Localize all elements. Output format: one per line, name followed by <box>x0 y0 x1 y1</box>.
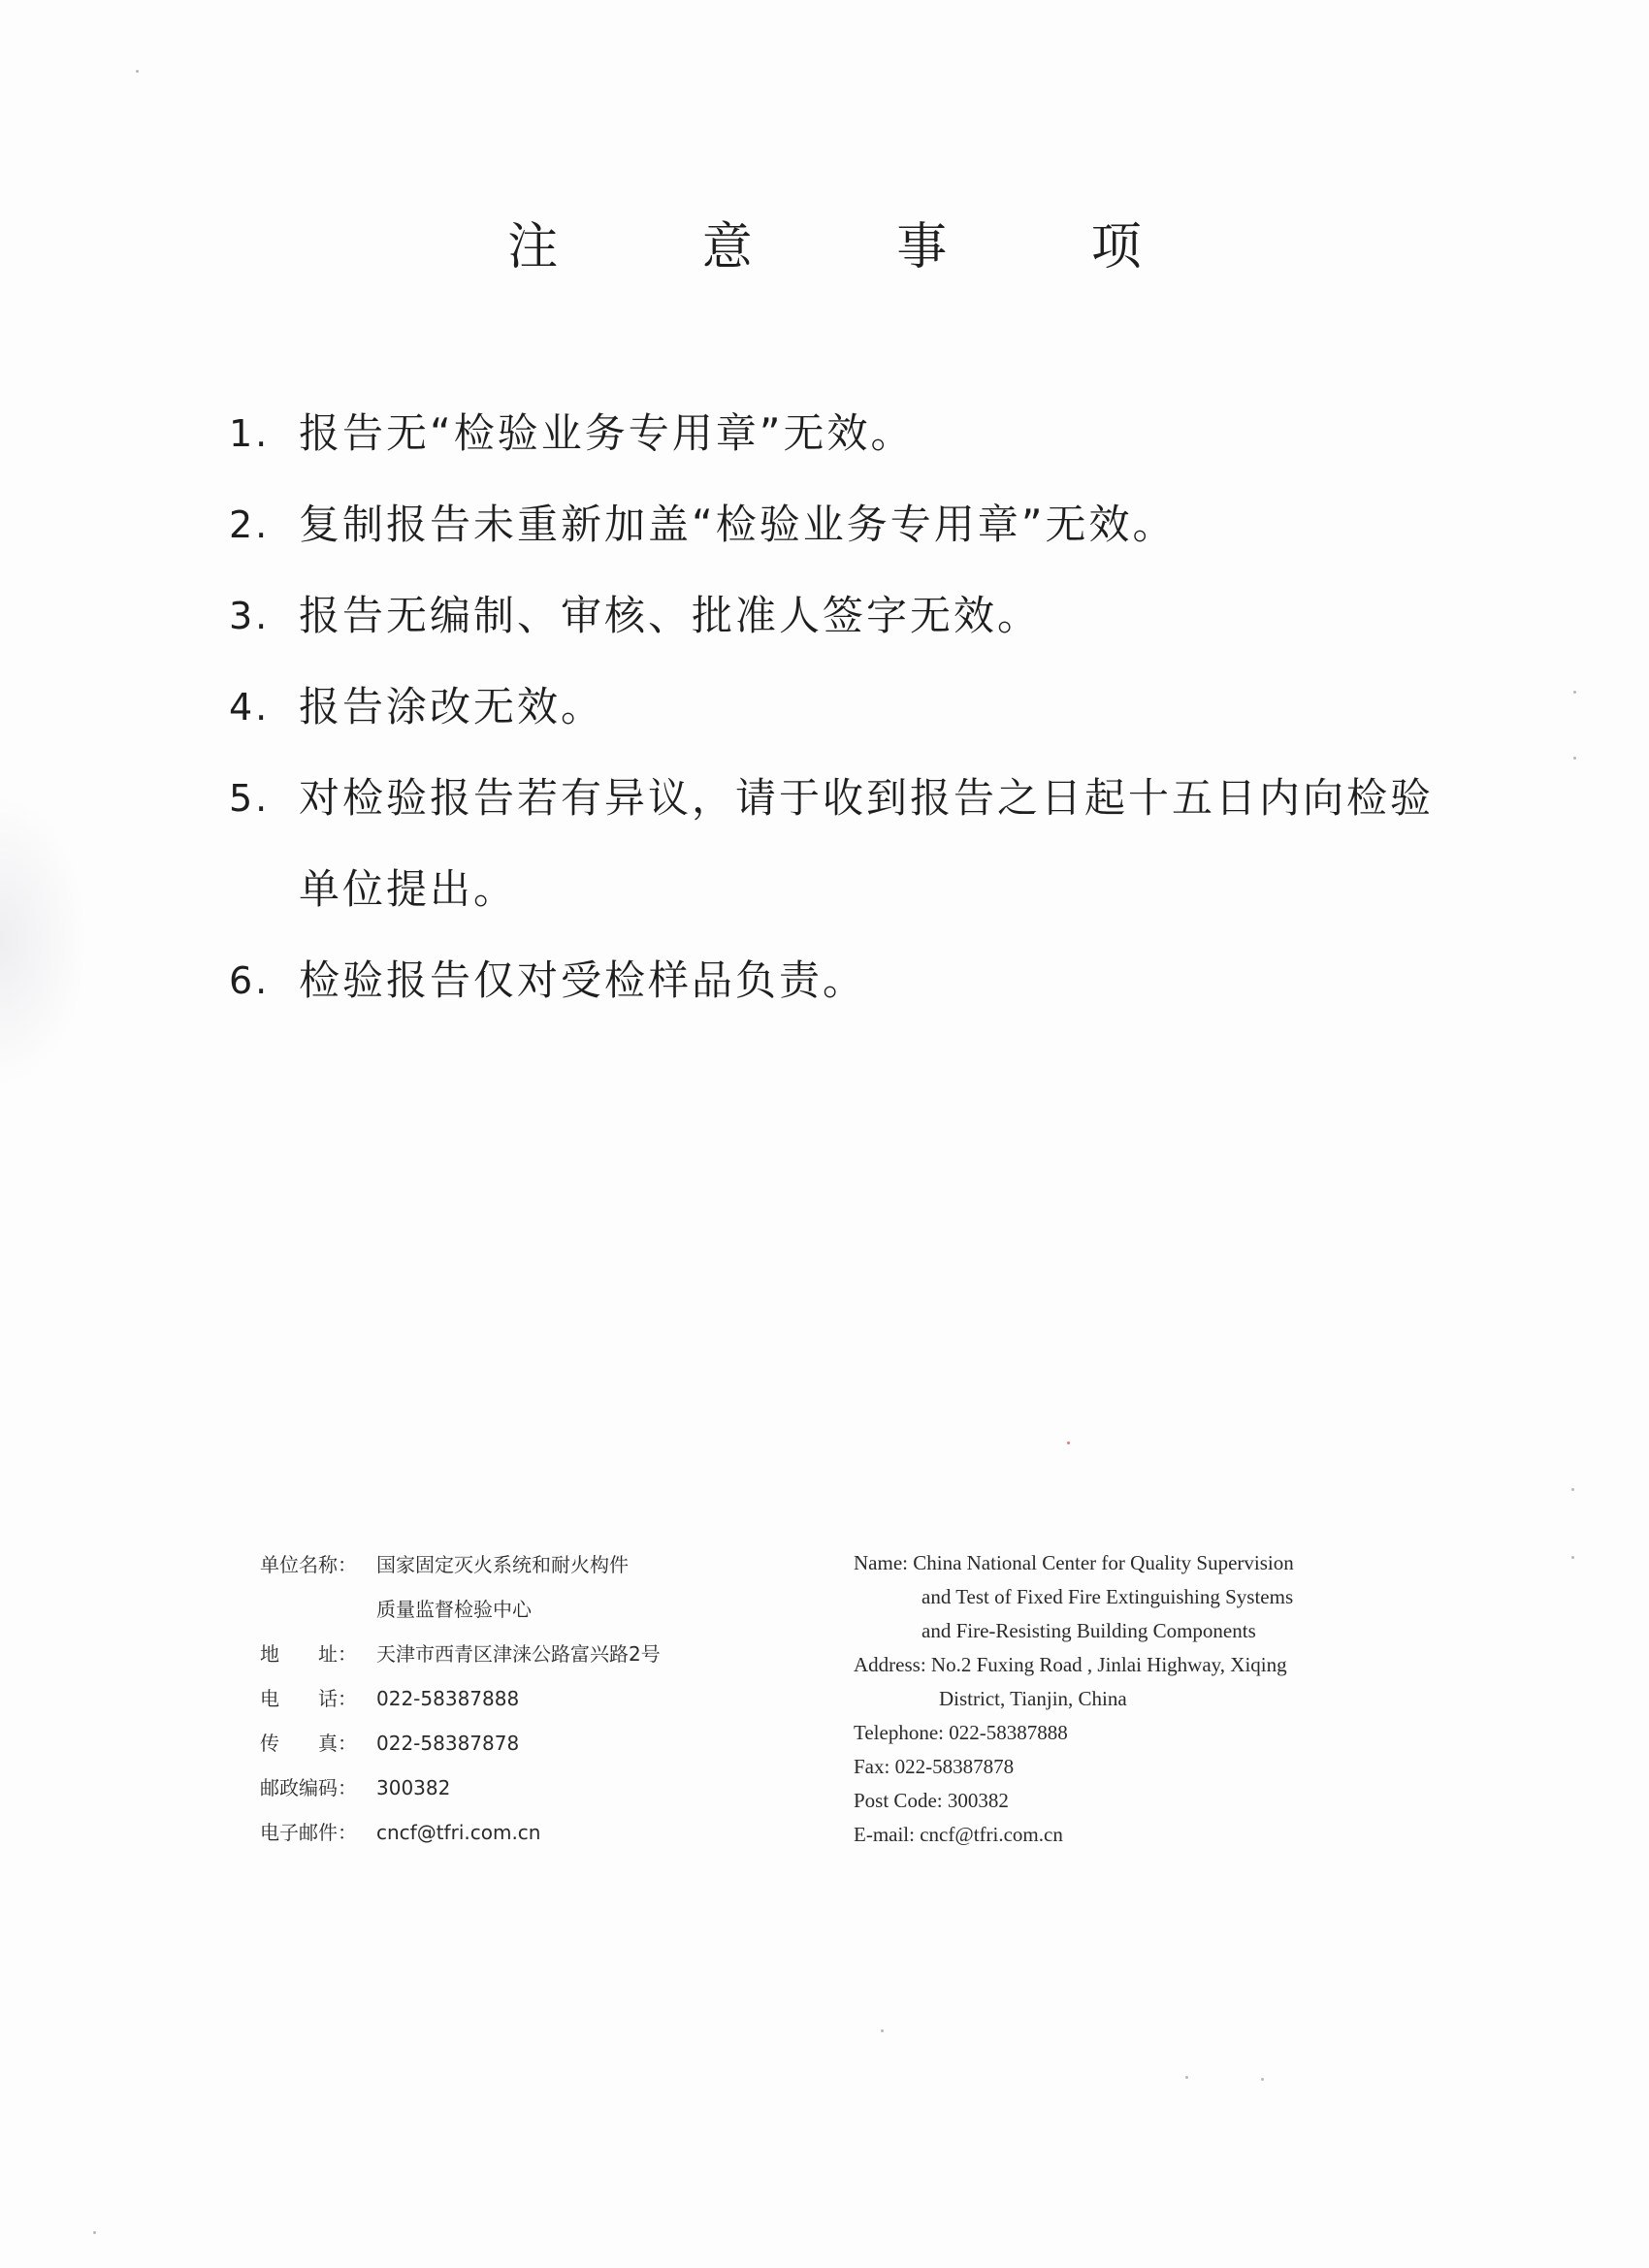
contact-value: 质量监督检验中心 <box>376 1598 532 1621</box>
contact-label-spacer <box>260 1587 376 1632</box>
notice-number: 1. <box>229 412 271 455</box>
page-title: 注 意 事 项 <box>507 218 1206 276</box>
notice-text: 复制报告未重新加盖“检验业务专用章”无效。 <box>299 501 1177 548</box>
contact-value: 022-58387888 <box>376 1687 520 1710</box>
contact-en-address: Address: No.2 Fuxing Road , Jinlai Highway, Xiqing <box>854 1653 1287 1676</box>
contact-value: cncf@tfri.com.cn <box>376 1821 541 1844</box>
contact-en-phone: Telephone: 022-58387888 <box>854 1721 1068 1744</box>
notice-number: 5. <box>229 777 271 820</box>
contact-label: 电子邮件： <box>260 1821 357 1844</box>
scan-speck <box>1571 1556 1574 1559</box>
contact-row-email <box>260 1810 803 1855</box>
notice-item <box>229 935 1441 1026</box>
contact-label: 地 址： <box>260 1642 357 1666</box>
contact-en-fax: Fax: 022-58387878 <box>854 1755 1015 1778</box>
notice-text: 报告涂改无效。 <box>299 683 605 730</box>
contact-en-name-cont: and Fire-Resisting Building Components <box>922 1619 1256 1642</box>
contact-label: 单位名称： <box>260 1553 357 1576</box>
notice-number: 6. <box>229 959 271 1002</box>
contact-en-address-cont: District, Tianjin, China <box>939 1687 1127 1710</box>
notice-text: 对检验报告若有异议，请于收到报告之日起十五日内向检验单位提出。 <box>299 774 1435 913</box>
contact-value: 国家固定灭火系统和耐火构件 <box>376 1553 629 1576</box>
notice-number: 2. <box>229 503 271 546</box>
notice-number: 3. <box>229 595 271 637</box>
scan-speck <box>1573 757 1576 760</box>
notice-text: 报告无“检验业务专用章”无效。 <box>299 409 915 457</box>
notice-list <box>229 388 1441 1026</box>
scan-speck <box>1261 2078 1264 2081</box>
contact-value: 300382 <box>376 1776 451 1799</box>
notice-text: 检验报告仅对受检样品负责。 <box>299 956 867 1004</box>
contact-row-fax <box>260 1721 803 1766</box>
contact-row-address <box>260 1632 803 1676</box>
scan-speck <box>1571 1488 1574 1491</box>
contact-value: 天津市西青区津涞公路富兴路2号 <box>376 1642 661 1666</box>
contact-en-email: E-mail: cncf@tfri.com.cn <box>854 1823 1063 1846</box>
notice-item <box>229 388 1441 479</box>
contact-value: 022-58387878 <box>376 1732 520 1755</box>
contact-label: 传 真： <box>260 1732 357 1755</box>
scan-speck <box>93 2231 96 2234</box>
notice-item <box>229 753 1441 935</box>
contact-label: 电 话： <box>260 1687 357 1710</box>
scan-speck <box>1573 691 1576 694</box>
contact-row-name <box>260 1542 803 1587</box>
contact-label: 邮政编码： <box>260 1776 357 1799</box>
contact-en-name-cont: and Test of Fixed Fire Extinguishing Systems <box>922 1585 1294 1608</box>
notice-text: 报告无编制、审核、批准人签字无效。 <box>299 592 1042 639</box>
contact-row-phone <box>260 1676 803 1721</box>
notice-item <box>229 662 1441 753</box>
scan-speck <box>136 70 139 73</box>
scan-edge-shadow <box>0 795 87 1086</box>
scan-speck <box>881 2029 884 2032</box>
scan-speck <box>1185 2076 1188 2079</box>
contact-info-english <box>854 1546 1397 1852</box>
contact-row-postcode <box>260 1766 803 1810</box>
contact-en-name: Name: China National Center for Quality Supervision <box>854 1551 1294 1574</box>
notice-item <box>229 570 1441 662</box>
contact-row-name-cont <box>260 1587 803 1632</box>
notice-number: 4. <box>229 686 271 729</box>
contact-info-chinese <box>260 1542 803 1855</box>
notice-item <box>229 479 1441 570</box>
scan-speck <box>1067 1442 1070 1444</box>
contact-en-postcode: Post Code: 300382 <box>854 1789 1009 1812</box>
